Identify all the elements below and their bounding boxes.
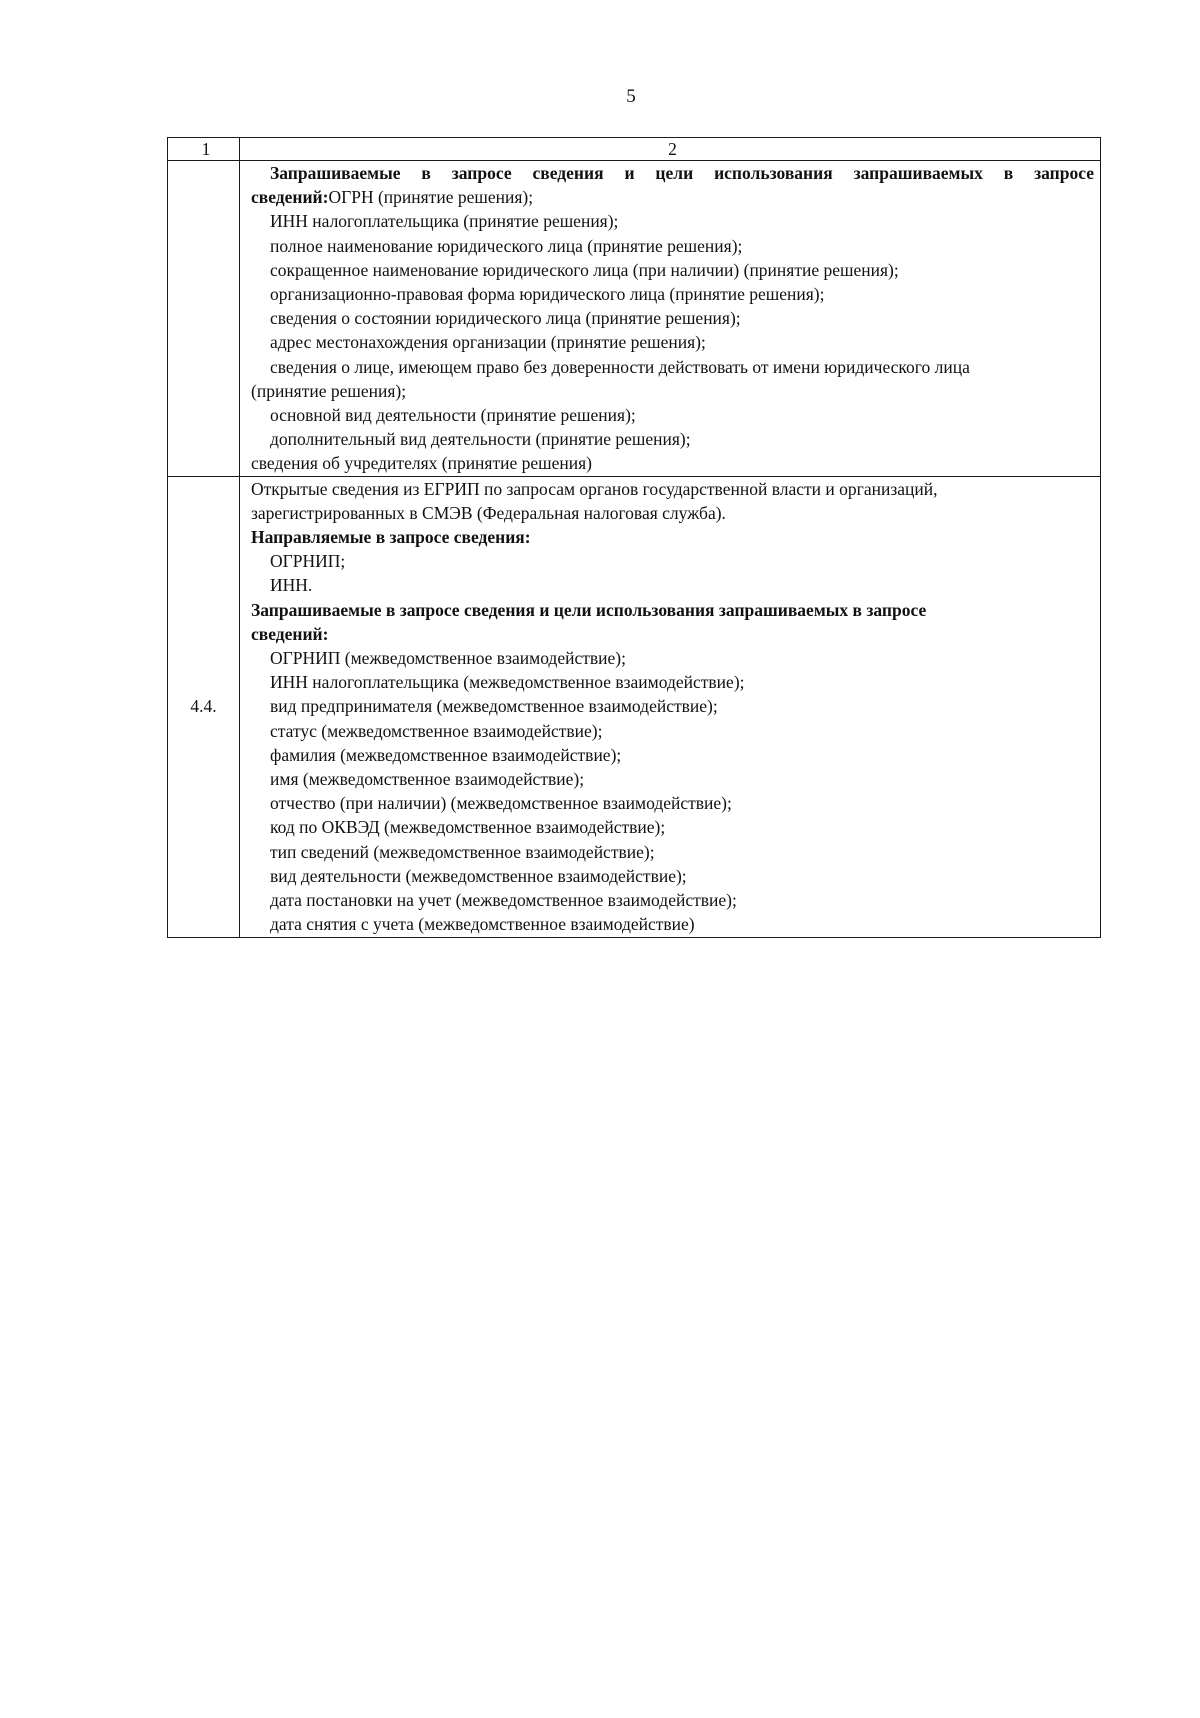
row-content	[240, 476, 1101, 937]
list-item: сокращенное наименование юридического лица (при наличии) (принятие решения);	[270, 259, 899, 280]
sent-heading: Направляемые в запросе сведения:	[251, 527, 531, 548]
row-number	[168, 161, 240, 477]
requested-heading-cont: сведений:	[251, 623, 329, 644]
list-item: фамилия (межведомственное взаимодействие);	[270, 744, 622, 765]
list-item: ОГРН (принятие решения);	[328, 187, 534, 208]
list-item: сведения о состоянии юридического лица (принятие решения);	[270, 308, 741, 329]
list-item: полное наименование юридического лица (принятие решения);	[270, 235, 743, 256]
requested-heading: Запрашиваемые в запросе сведения и цели использования запрашиваемых в запросе	[251, 599, 927, 620]
list-item: ИНН.	[270, 575, 313, 596]
list-item: вид деятельности (межведомственное взаимодействие);	[270, 865, 687, 886]
list-item: код по ОКВЭД (межведомственное взаимодействие);	[270, 817, 666, 838]
list-item: дополнительный вид деятельности (принятие решения);	[270, 429, 691, 450]
list-item: дата снятия с учета (межведомственное взаимодействие)	[270, 914, 695, 935]
row-content	[240, 161, 1101, 477]
list-item: ИНН налогоплательщика (принятие решения);	[270, 211, 619, 232]
list-item: основной вид деятельности (принятие решения);	[270, 405, 636, 426]
page-number: 5	[626, 86, 636, 107]
table-row	[168, 476, 1101, 937]
list-item: адрес местонахождения организации (принятие решения);	[270, 332, 706, 353]
intro-text: зарегистрированных в СМЭВ (Федеральная налоговая служба).	[251, 502, 726, 523]
list-item: отчество (при наличии) (межведомственное взаимодействие);	[270, 793, 732, 814]
list-item: сведения о лице, имеющем право без доверенности действовать от имени юридического лица	[270, 356, 970, 377]
list-item: дата постановки на учет (межведомственное взаимодействие);	[270, 890, 737, 911]
list-item: ОГРНИП (межведомственное взаимодействие);	[270, 648, 626, 669]
header-cell-2: 2	[240, 138, 1101, 161]
list-item: статус (межведомственное взаимодействие);	[270, 720, 603, 741]
list-item: организационно-правовая форма юридического лица (принятие решения);	[270, 284, 825, 305]
list-item-cont: (принятие решения);	[251, 380, 407, 401]
table-row	[168, 161, 1101, 477]
document-table	[167, 137, 1101, 938]
list-item: ОГРНИП;	[270, 551, 346, 572]
requested-heading-tail: сведений:	[251, 187, 329, 208]
table-header-row	[168, 138, 1101, 161]
list-item: имя (межведомственное взаимодействие);	[270, 769, 585, 790]
header-cell-1: 1	[168, 138, 240, 161]
requested-heading-cont	[251, 185, 1094, 209]
list-item: ИНН налогоплательщика (межведомственное взаимодействие);	[270, 672, 745, 693]
row-number: 4.4.	[168, 476, 240, 937]
requested-heading: Запрашиваемые в запросе сведения и цели использования запрашиваемых в запросе	[270, 163, 1094, 183]
list-item: сведения об учредителях (принятие решения)	[251, 453, 592, 474]
list-item: тип сведений (межведомственное взаимодействие);	[270, 841, 655, 862]
intro-text: Открытые сведения из ЕГРИП по запросам органов государственной власти и организаций,	[251, 478, 938, 499]
list-item: вид предпринимателя (межведомственное взаимодействие);	[270, 696, 718, 717]
